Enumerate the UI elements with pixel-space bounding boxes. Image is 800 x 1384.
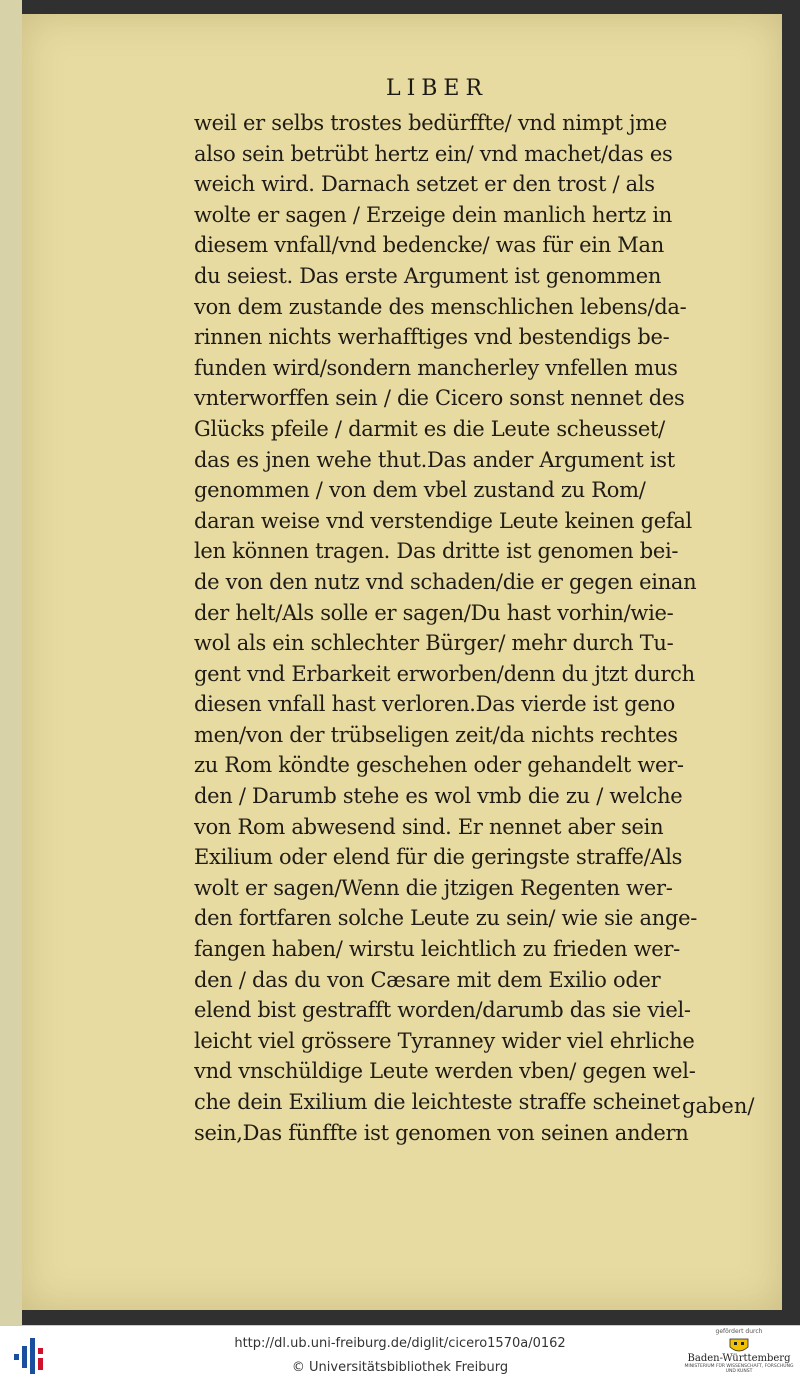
- text-line: wolte er sagen / Erzeige dein manlich hertz in: [194, 202, 673, 227]
- book-page: [22, 14, 782, 1310]
- text-line: rinnen nichts werhafftiges vnd bestendigs be-: [194, 325, 670, 350]
- text-line: leicht viel grössere Tyranney wider viel ehrliche: [194, 1028, 695, 1053]
- text-line: len können tragen. Das dritte ist genomen bei-: [194, 539, 679, 564]
- catchword: gaben/: [682, 1094, 755, 1118]
- text-line: also sein betrübt hertz ein/ vnd machet/das es: [194, 141, 673, 166]
- text-line: gent vnd Erbarkeit erworben/denn du jtzt durch: [194, 661, 695, 686]
- text-line: vnd vnschüldige Leute werden vben/ gegen wel-: [194, 1059, 696, 1084]
- text-line: zu Rom köndte geschehen oder gehandelt wer-: [194, 753, 684, 778]
- text-line: Exilium oder elend für die geringste straffe/Als: [194, 845, 683, 870]
- text-line: wolt er sagen/Wenn die jtzigen Regenten wer-: [194, 875, 673, 900]
- ministry-name: MINISTERIUM FÜR WISSENSCHAFT, FORSCHUNG UND KUNST: [684, 1364, 794, 1374]
- text-line: genommen / von dem vbel zustand zu Rom/: [194, 478, 646, 503]
- text-line: che dein Exilium die leichteste straffe scheinet: [194, 1090, 680, 1114]
- text-line: weil er selbs trostes bedürffte/ vnd nimpt jme: [194, 111, 667, 135]
- text-line: von dem zustande des menschlichen lebens/da-: [194, 294, 687, 319]
- text-line: den fortfaren solche Leute zu sein/ wie sie ange-: [194, 906, 698, 931]
- funded-by-text: gefördert durch: [715, 1328, 763, 1335]
- sponsor-block: [684, 1328, 794, 1382]
- text-line: sein,Das fünffte ist genomen von seinen andern: [194, 1120, 689, 1145]
- text-line: funden wird/sondern mancherley vnfellen mus: [194, 355, 678, 380]
- text-line: fangen haben/ wirstu leichtlich zu frieden wer-: [194, 937, 680, 962]
- copyright-text: © Universitätsbibliothek Freiburg: [291, 1360, 509, 1375]
- state-name: Baden-Württemberg: [687, 1353, 791, 1364]
- text-line: den / Darumb stehe es wol vmb die zu / welche: [194, 784, 683, 809]
- text-line: weich wird. Darnach setzet er den trost / als: [194, 172, 655, 197]
- text-line: Glücks pfeile / darmit es die Leute scheusset/: [194, 416, 665, 441]
- text-line: diesem vnfall/vnd bedencke/ was für ein Man: [194, 233, 664, 258]
- text-line: von Rom abwesend sind. Er nennet aber sein: [194, 814, 664, 839]
- text-line: vnterworffen sein / die Cicero sonst nennet des: [194, 386, 685, 411]
- text-line: elend bist gestrafft worden/darumb das sie viel-: [194, 998, 691, 1023]
- text-line: du seiest. Das erste Argument ist genommen: [194, 263, 662, 288]
- footer-bar: [0, 1325, 800, 1384]
- text-line: der helt/Als solle er sagen/Du hast vorhin/wie-: [194, 600, 674, 625]
- state-crest-icon: [727, 1337, 751, 1355]
- text-line: men/von der trübseligen zeit/da nichts rechtes: [194, 722, 678, 747]
- page-edge: [0, 0, 22, 1325]
- page-url-link[interactable]: http://dl.ub.uni-freiburg.de/diglit/cicero1570a/0162: [234, 1336, 566, 1351]
- running-head: LIBER: [385, 76, 489, 101]
- text-line: diesen vnfall hast verloren.Das vierde ist geno: [194, 692, 676, 717]
- text-line: de von den nutz vnd schaden/die er gegen einan: [194, 569, 697, 594]
- text-line: das es jnen wehe thut.Das ander Argument ist: [194, 447, 675, 472]
- text-block: [194, 108, 794, 1148]
- text-line: daran weise vnd verstendige Leute keinen gefal: [194, 508, 692, 533]
- text-line: wol als ein schlechter Bürger/ mehr durch Tu-: [194, 631, 674, 656]
- text-line: den / das du von Cæsare mit dem Exilio oder: [194, 967, 661, 992]
